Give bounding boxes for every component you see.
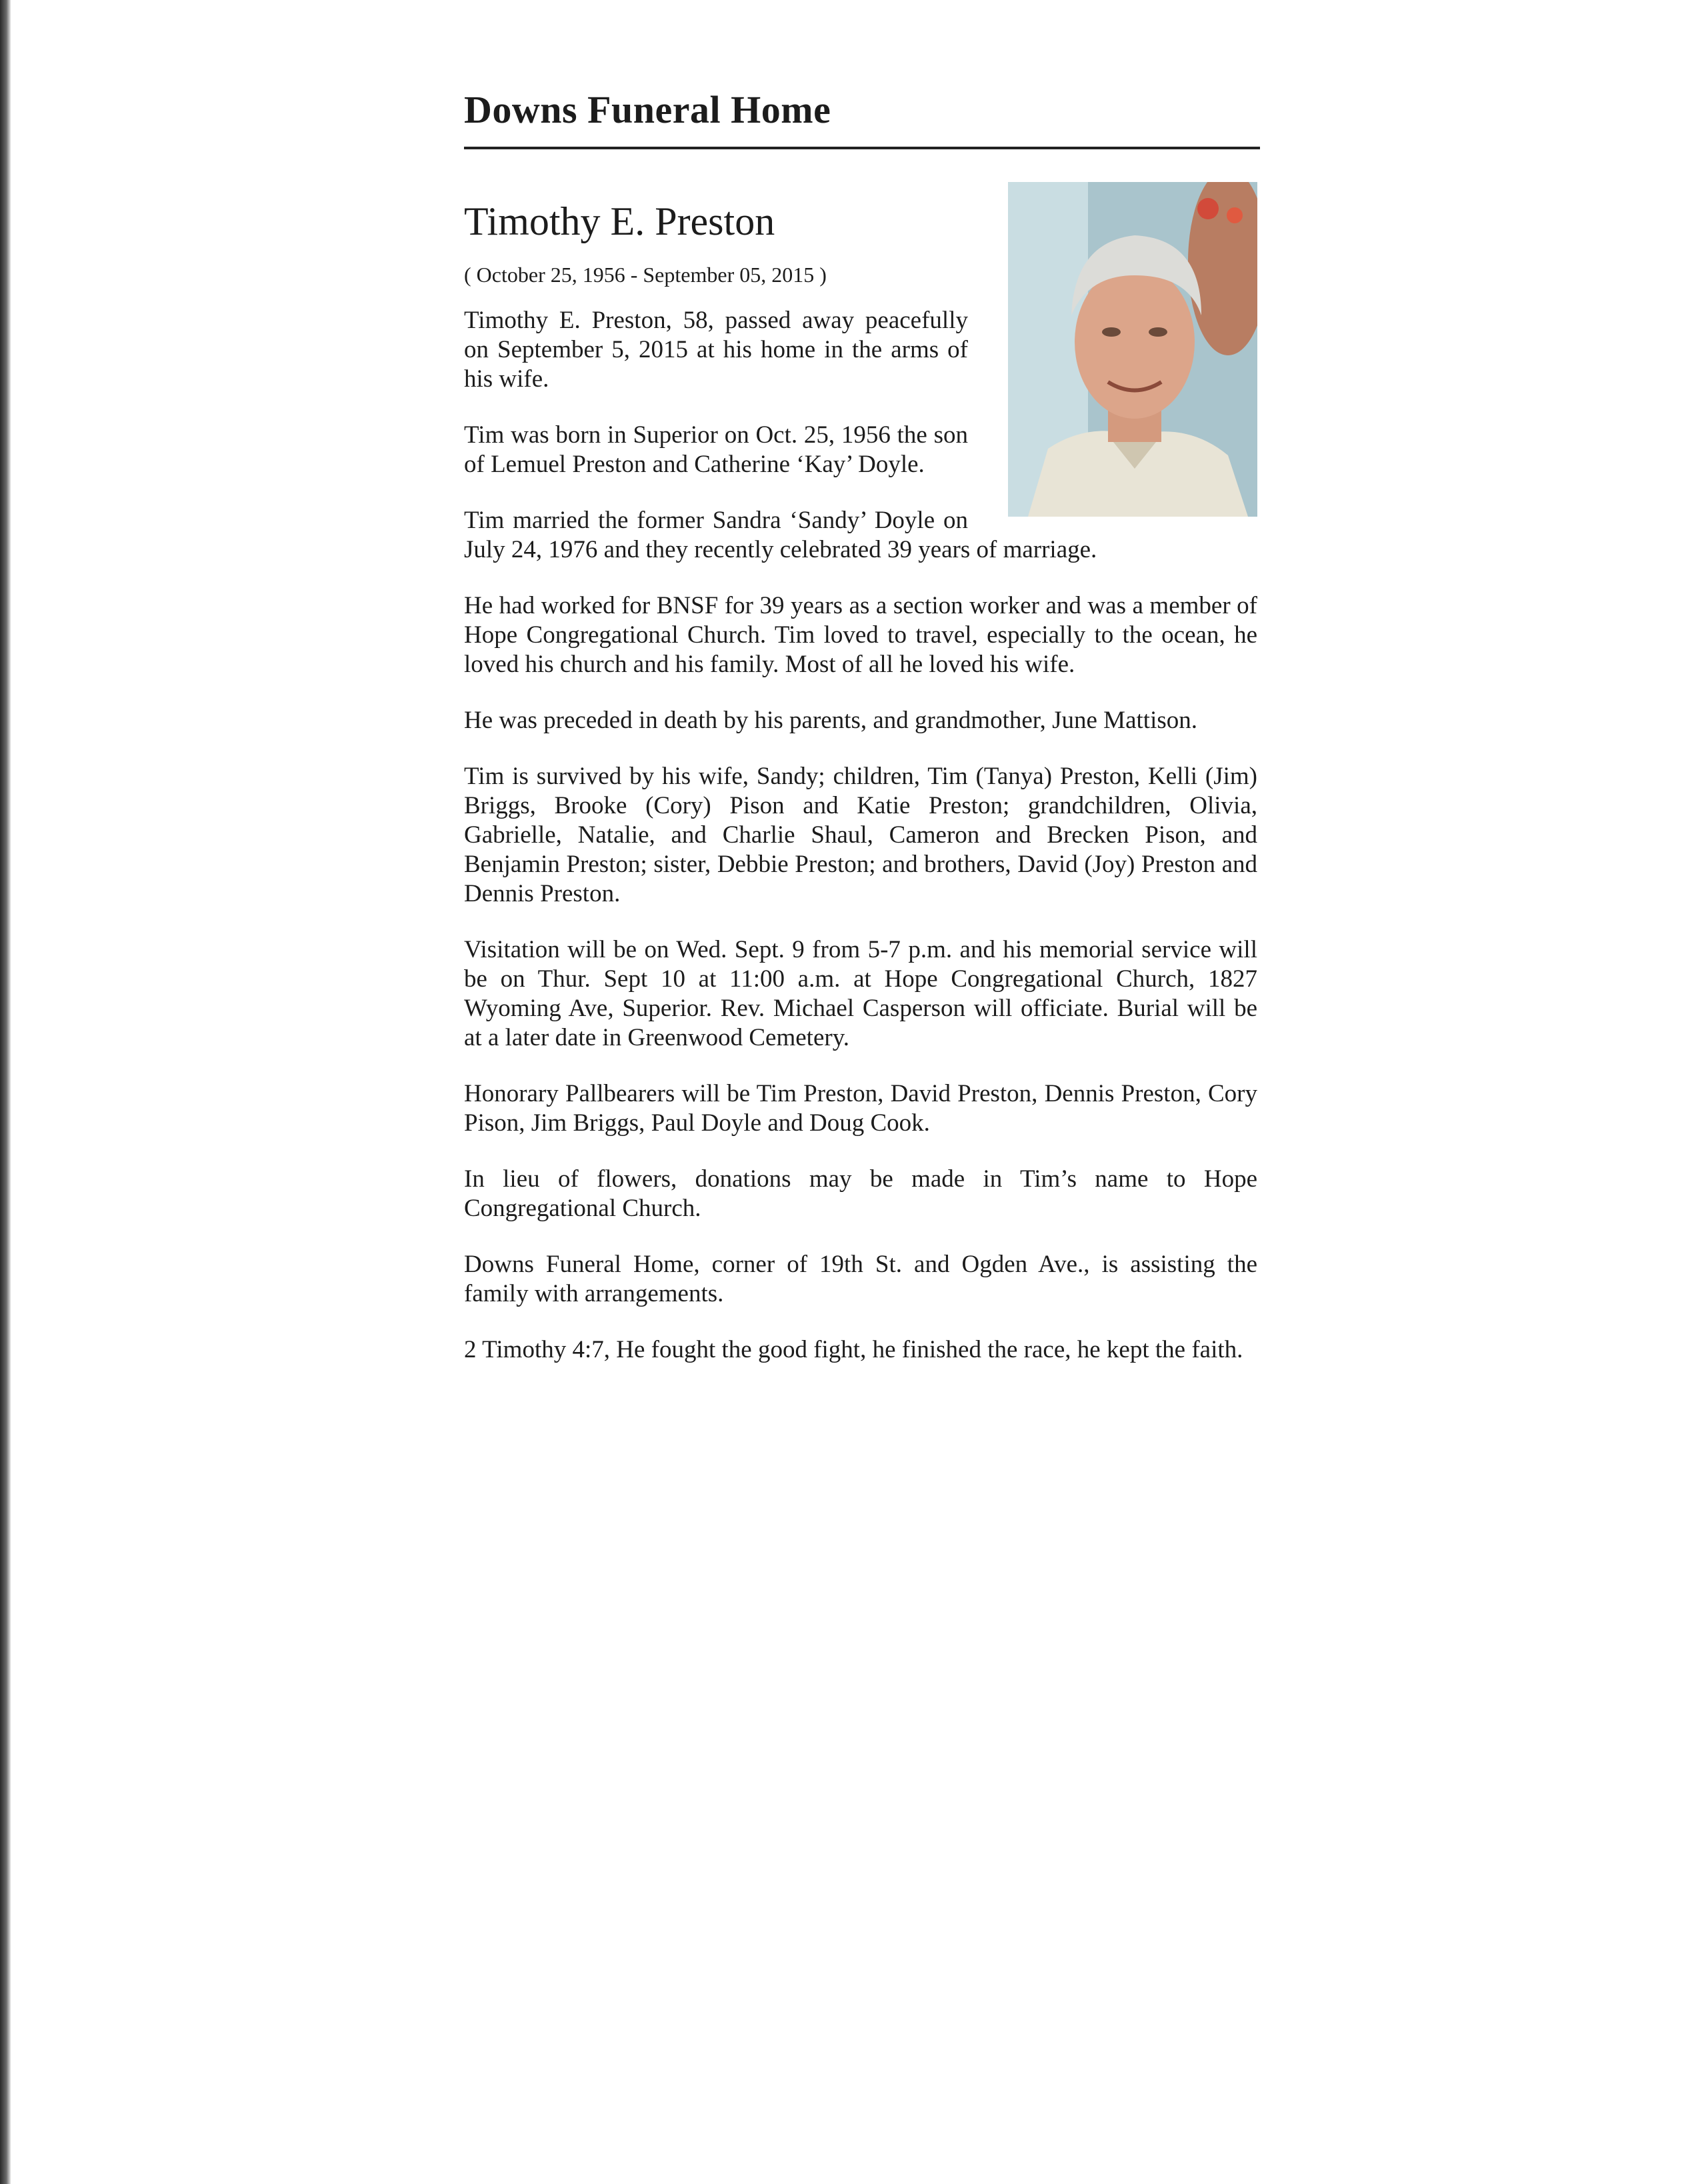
obituary-paragraph: Downs Funeral Home, corner of 19th St. and Ogden Ave., is assisting the family with arrangements. bbox=[464, 1250, 1257, 1307]
obituary-paragraph: In lieu of flowers, donations may be made in Tim’s name to Hope Congregational Church. bbox=[464, 1165, 1257, 1222]
obituary-paragraph: Visitation will be on Wed. Sept. 9 from 5-7 p.m. and his memorial service will be on Thur. Sept 10 at 11:00 a.m. at Hope Congregational Church, 1827 Wyoming Ave, Superior. Rev. Michael Casperson will officiate. Burial will be at a later date in Greenwood Cemetery. bbox=[464, 935, 1257, 1051]
obituary-paragraph: Tim is survived by his wife, Sandy; children, Tim (Tanya) Preston, Kelli (Jim) Briggs, Brooke (Cory) Pison and Katie Preston; grandchildren, Olivia, Gabrielle, Natalie, and Charlie Shaul, Cameron and Brecken Pison, and Benjamin Preston; sister, Debbie Preston; and brothers, David (Joy) Preston and Dennis Preston. bbox=[464, 762, 1257, 907]
obituary-paragraph: He had worked for BNSF for 39 years as a section worker and was a member of Hope Congregational Church. Tim loved to travel, especially to the ocean, he loved his church and his family. Most of all he loved his wife. bbox=[464, 591, 1257, 678]
obituary-paragraph: He was preceded in death by his parents, and grandmother, June Mattison. bbox=[464, 706, 1197, 734]
scan-edge bbox=[0, 0, 11, 2184]
portrait-photo bbox=[1008, 182, 1257, 517]
obituary-paragraph: Timothy E. Preston, 58, passed away peacefully on September 5, 2015 at his home in the arms of his wife. bbox=[464, 306, 968, 393]
obituary-paragraph: 2 Timothy 4:7, He fought the good fight, he finished the race, he kept the faith. bbox=[464, 1335, 1243, 1363]
obituary-document bbox=[464, 87, 1257, 1365]
header-divider bbox=[464, 147, 1260, 149]
obituary-paragraph: Tim was born in Superior on Oct. 25, 1956 the son of Lemuel Preston and Catherine ‘Kay’ Doyle. bbox=[464, 421, 968, 478]
life-dates: ( October 25, 1956 - September 05, 2015 ) bbox=[464, 262, 827, 287]
portrait-illustration bbox=[1008, 182, 1257, 517]
obituary-paragraph: Tim married the former Sandra ‘Sandy’ Doyle on July 24, 1976 and they recently celebrated 39 years of marriage. bbox=[464, 506, 1097, 563]
deceased-name: Timothy E. Preston bbox=[464, 199, 775, 243]
funeral-home-title: Downs Funeral Home bbox=[464, 88, 831, 131]
obituary-paragraph: Honorary Pallbearers will be Tim Preston, David Preston, Dennis Preston, Cory Pison, Jim Briggs, Paul Doyle and Doug Cook. bbox=[464, 1079, 1257, 1137]
